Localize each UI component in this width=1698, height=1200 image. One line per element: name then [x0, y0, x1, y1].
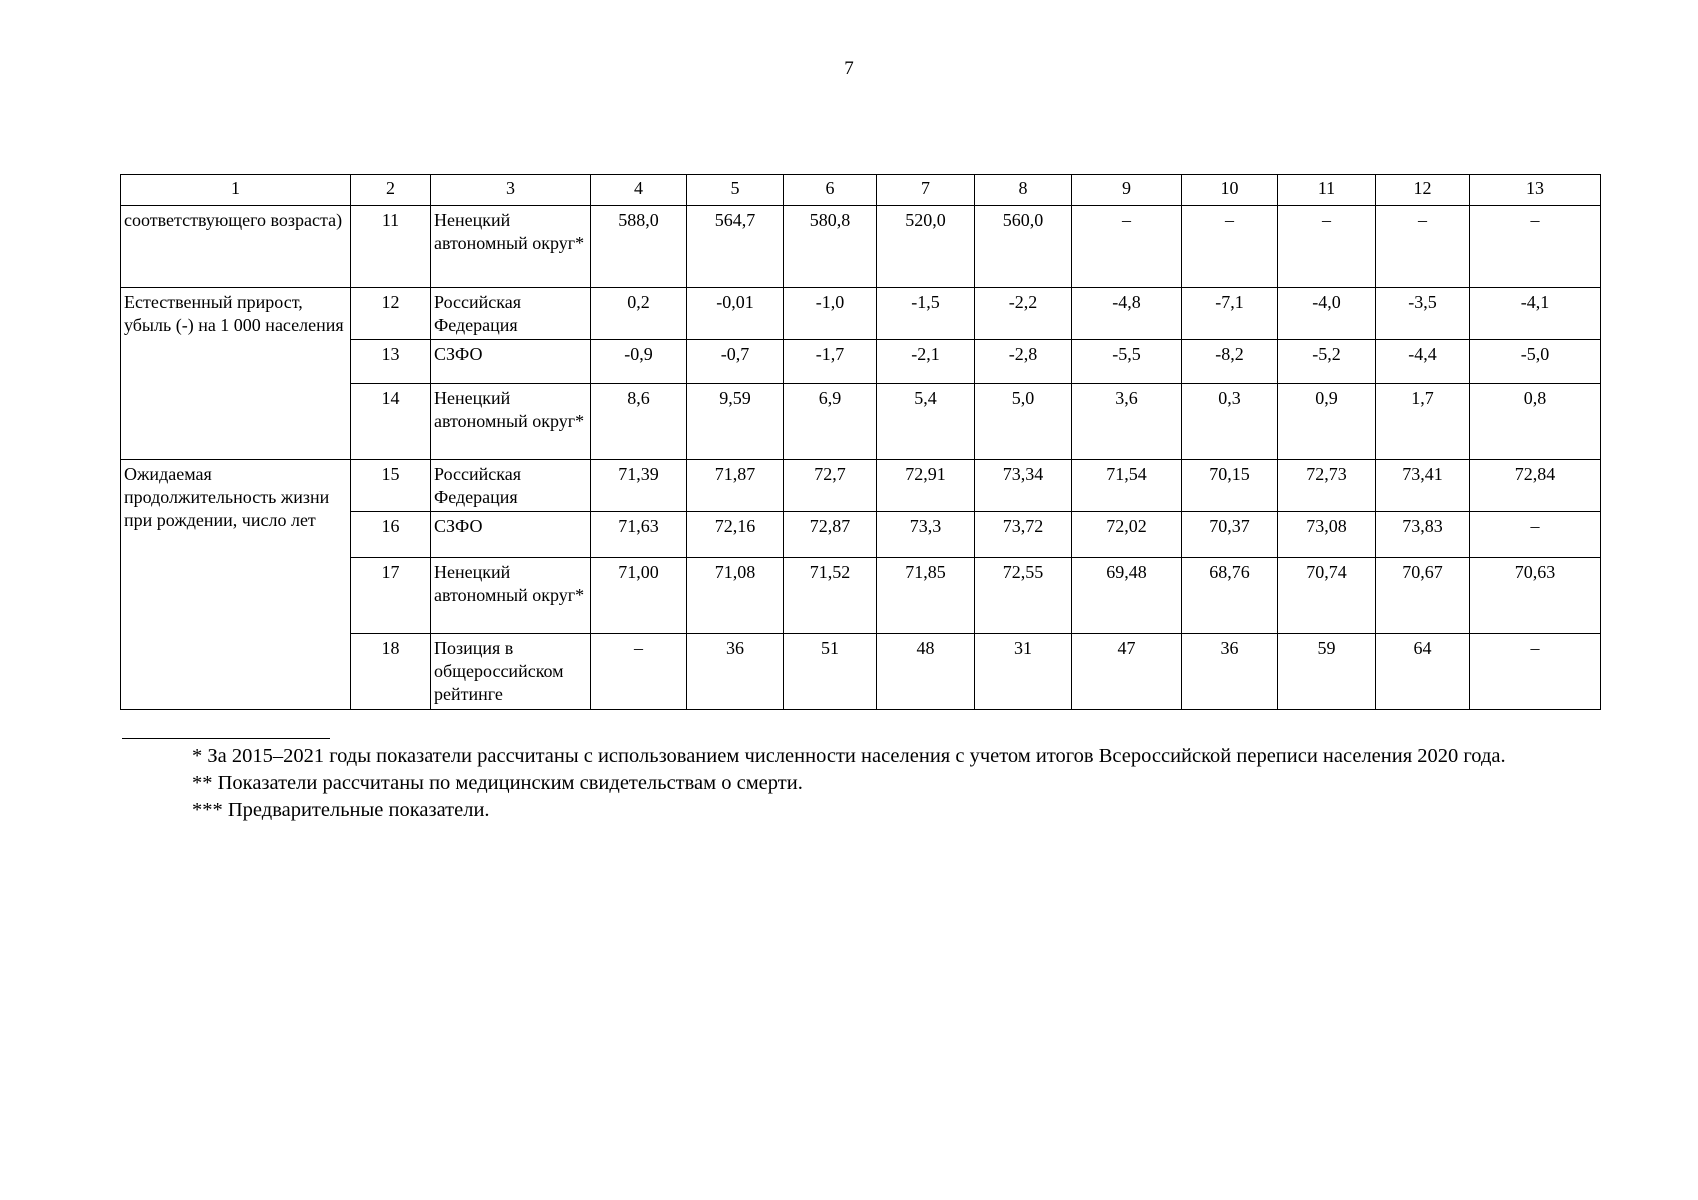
value-cell: -4,1 [1470, 288, 1601, 340]
header-cell: 2 [351, 175, 431, 206]
region-cell: Российская Федерация [431, 460, 591, 512]
value-cell: 72,73 [1278, 460, 1376, 512]
value-cell: 36 [687, 634, 784, 710]
indicator-label: Естественный прирост, убыль (-) на 1 000 населения [121, 288, 351, 460]
value-cell: 72,7 [784, 460, 877, 512]
table-row [121, 206, 1601, 288]
value-cell: -4,4 [1376, 340, 1470, 384]
value-cell: 8,6 [591, 384, 687, 460]
value-cell: 72,02 [1072, 512, 1182, 558]
header-cell: 8 [975, 175, 1072, 206]
statistics-table [120, 174, 1601, 710]
value-cell: 1,7 [1376, 384, 1470, 460]
value-cell: 71,08 [687, 558, 784, 634]
value-cell: -0,7 [687, 340, 784, 384]
value-cell: 588,0 [591, 206, 687, 288]
value-cell: 72,87 [784, 512, 877, 558]
value-cell: 59 [1278, 634, 1376, 710]
header-cell: 5 [687, 175, 784, 206]
value-cell: 9,59 [687, 384, 784, 460]
region-cell: Ненецкий автономный округ* [431, 384, 591, 460]
value-cell: 0,9 [1278, 384, 1376, 460]
header-cell: 11 [1278, 175, 1376, 206]
region-cell: СЗФО [431, 512, 591, 558]
value-cell: 0,3 [1182, 384, 1278, 460]
value-cell: -0,01 [687, 288, 784, 340]
value-cell: 70,37 [1182, 512, 1278, 558]
value-cell: 71,00 [591, 558, 687, 634]
value-cell: 72,16 [687, 512, 784, 558]
value-cell: 72,84 [1470, 460, 1601, 512]
value-cell: 72,91 [877, 460, 975, 512]
value-cell: -1,0 [784, 288, 877, 340]
value-cell: – [1470, 512, 1601, 558]
value-cell: -1,5 [877, 288, 975, 340]
value-cell: -2,1 [877, 340, 975, 384]
region-cell: СЗФО [431, 340, 591, 384]
value-cell: 73,41 [1376, 460, 1470, 512]
value-cell: -5,5 [1072, 340, 1182, 384]
header-cell: 7 [877, 175, 975, 206]
value-cell: 31 [975, 634, 1072, 710]
header-cell: 4 [591, 175, 687, 206]
value-cell: 564,7 [687, 206, 784, 288]
value-cell: 71,52 [784, 558, 877, 634]
value-cell: 6,9 [784, 384, 877, 460]
footnote-separator [122, 738, 330, 739]
region-cell: Российская Федерация [431, 288, 591, 340]
value-cell: 73,3 [877, 512, 975, 558]
value-cell: 70,15 [1182, 460, 1278, 512]
value-cell: -2,8 [975, 340, 1072, 384]
value-cell: 5,4 [877, 384, 975, 460]
footnote-2: ** Показатели рассчитаны по медицинским свидетельствам о смерти. [192, 772, 803, 794]
value-cell: 5,0 [975, 384, 1072, 460]
value-cell: 73,83 [1376, 512, 1470, 558]
header-cell: 12 [1376, 175, 1470, 206]
value-cell: – [1278, 206, 1376, 288]
value-cell: 3,6 [1072, 384, 1182, 460]
row-number: 12 [351, 288, 431, 340]
value-cell: -3,5 [1376, 288, 1470, 340]
region-cell: Ненецкий автономный округ* [431, 206, 591, 288]
header-cell: 3 [431, 175, 591, 206]
table-row [121, 460, 1601, 512]
value-cell: 71,85 [877, 558, 975, 634]
value-cell: 64 [1376, 634, 1470, 710]
value-cell: 72,55 [975, 558, 1072, 634]
footnote-3: *** Предварительные показатели. [192, 799, 490, 821]
footnotes [122, 738, 1590, 824]
header-cell: 6 [784, 175, 877, 206]
value-cell: -5,0 [1470, 340, 1601, 384]
value-cell: -4,0 [1278, 288, 1376, 340]
row-number: 11 [351, 206, 431, 288]
row-number: 16 [351, 512, 431, 558]
value-cell: 70,67 [1376, 558, 1470, 634]
value-cell: -2,2 [975, 288, 1072, 340]
value-cell: 0,8 [1470, 384, 1601, 460]
row-number: 17 [351, 558, 431, 634]
indicator-label: соответствующего возраста) [121, 206, 351, 288]
page-number: 7 [844, 58, 854, 79]
value-cell: 71,39 [591, 460, 687, 512]
value-cell: 51 [784, 634, 877, 710]
footnote-1: * За 2015–2021 годы показатели рассчитаны с использованием численности населения с учетом итогов Всероссийской переписи населения 2020 года. [192, 745, 1506, 767]
value-cell: – [591, 634, 687, 710]
header-cell: 1 [121, 175, 351, 206]
value-cell: – [1376, 206, 1470, 288]
value-cell: -0,9 [591, 340, 687, 384]
value-cell: 580,8 [784, 206, 877, 288]
value-cell: 520,0 [877, 206, 975, 288]
header-cell: 10 [1182, 175, 1278, 206]
table-row [121, 288, 1601, 340]
value-cell: -8,2 [1182, 340, 1278, 384]
value-cell: – [1072, 206, 1182, 288]
region-cell: Ненецкий автономный округ* [431, 558, 591, 634]
row-number: 14 [351, 384, 431, 460]
value-cell: – [1182, 206, 1278, 288]
value-cell: 73,08 [1278, 512, 1376, 558]
value-cell: -5,2 [1278, 340, 1376, 384]
header-cell: 13 [1470, 175, 1601, 206]
value-cell: 68,76 [1182, 558, 1278, 634]
value-cell: 47 [1072, 634, 1182, 710]
value-cell: 0,2 [591, 288, 687, 340]
value-cell: 560,0 [975, 206, 1072, 288]
value-cell: -7,1 [1182, 288, 1278, 340]
value-cell: -4,8 [1072, 288, 1182, 340]
indicator-label: Ожидаемая продолжительность жизни при рождении, число лет [121, 460, 351, 710]
region-cell: Позиция в общероссийском рейтинге [431, 634, 591, 710]
value-cell: 71,63 [591, 512, 687, 558]
value-cell: 48 [877, 634, 975, 710]
value-cell: 70,63 [1470, 558, 1601, 634]
row-number: 13 [351, 340, 431, 384]
table-header-row [121, 175, 1601, 206]
value-cell: 69,48 [1072, 558, 1182, 634]
value-cell: 36 [1182, 634, 1278, 710]
value-cell: 71,54 [1072, 460, 1182, 512]
row-number: 18 [351, 634, 431, 710]
value-cell: 71,87 [687, 460, 784, 512]
value-cell: 70,74 [1278, 558, 1376, 634]
row-number: 15 [351, 460, 431, 512]
value-cell: 73,72 [975, 512, 1072, 558]
value-cell: – [1470, 634, 1601, 710]
value-cell: -1,7 [784, 340, 877, 384]
header-cell: 9 [1072, 175, 1182, 206]
value-cell: – [1470, 206, 1601, 288]
value-cell: 73,34 [975, 460, 1072, 512]
